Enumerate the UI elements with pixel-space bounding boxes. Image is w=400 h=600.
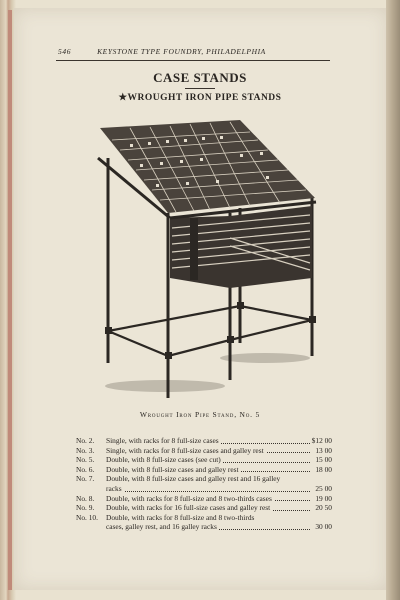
item-price: 20 50	[315, 503, 332, 513]
item-description-cell	[106, 436, 310, 446]
price-row	[76, 436, 332, 446]
price-row	[76, 513, 332, 523]
item-description-cell	[106, 513, 310, 523]
item-description: Double, with racks for 8 full-size and 8 two-thirds cases	[106, 493, 272, 503]
item-description-cell	[106, 494, 310, 504]
page-number: 546	[58, 47, 72, 56]
running-title: KEYSTONE TYPE FOUNDRY, PHILADELPHIA	[97, 47, 266, 56]
item-description: Double, with racks for 8 full-size and 8 two-thirds	[106, 512, 255, 522]
item-description-cell	[106, 465, 310, 475]
item-price	[310, 513, 332, 523]
item-description-cell	[106, 474, 310, 484]
pipe-stand-illustration	[90, 118, 325, 408]
item-description: Double, with 8 full-size cases and galley rest and 16 galley	[106, 474, 281, 484]
price-row	[76, 474, 332, 484]
price-row	[76, 455, 332, 465]
page-title: CASE STANDS	[153, 70, 247, 85]
price-row	[76, 494, 332, 504]
item-number: No. 9.	[76, 503, 95, 513]
item-description-cell	[106, 446, 310, 456]
item-number: No. 10.	[76, 512, 98, 522]
book-edge-right	[386, 0, 400, 600]
item-price: $12 00	[311, 436, 332, 445]
item-description: Single, with racks for 8 full-size cases and galley rest	[106, 445, 264, 455]
item-description: Single, with racks for 8 full-size cases	[106, 436, 219, 445]
item-price: 30 00	[315, 522, 332, 532]
item-description: racks	[106, 483, 122, 493]
running-header	[58, 47, 328, 56]
item-description: Double, with 8 full-size cases (see cut)	[106, 455, 221, 465]
item-price: 15 00	[315, 455, 332, 465]
item-price: 18 00	[315, 464, 332, 474]
item-number	[76, 522, 106, 532]
item-number: No. 5.	[76, 455, 95, 465]
price-list	[76, 436, 332, 532]
item-description: Double, with 8 full-size cases and galley rest	[106, 464, 239, 474]
item-number: No. 7.	[76, 474, 95, 484]
price-row	[76, 522, 332, 532]
dot-leader	[106, 491, 310, 492]
item-description: Double, with racks for 16 full-size cases and galley rest	[106, 503, 271, 513]
item-description-cell	[106, 484, 310, 494]
section-subtitle: ★WROUGHT IRON PIPE STANDS	[118, 93, 282, 103]
price-row	[76, 465, 332, 475]
item-number: No. 8.	[76, 493, 95, 503]
illustration-caption: Wrought Iron Pipe Stand, No. 5	[139, 410, 261, 419]
price-row	[76, 503, 332, 513]
item-price: 19 00	[315, 493, 332, 503]
item-number: No. 6.	[76, 464, 95, 474]
item-number: No. 3.	[76, 445, 95, 455]
price-row	[76, 446, 332, 456]
item-price: 13 00	[315, 445, 332, 455]
header-rule	[56, 60, 330, 61]
item-description-cell	[106, 455, 310, 465]
title-rule	[185, 88, 215, 89]
item-description: cases, galley rest, and 16 galley racks	[106, 522, 217, 532]
item-number: No. 2.	[76, 436, 95, 445]
item-number	[76, 484, 106, 494]
item-price	[310, 474, 332, 484]
item-description-cell	[106, 522, 310, 532]
item-description-cell	[106, 503, 310, 513]
price-row	[76, 484, 332, 494]
item-price: 25 00	[315, 483, 332, 493]
